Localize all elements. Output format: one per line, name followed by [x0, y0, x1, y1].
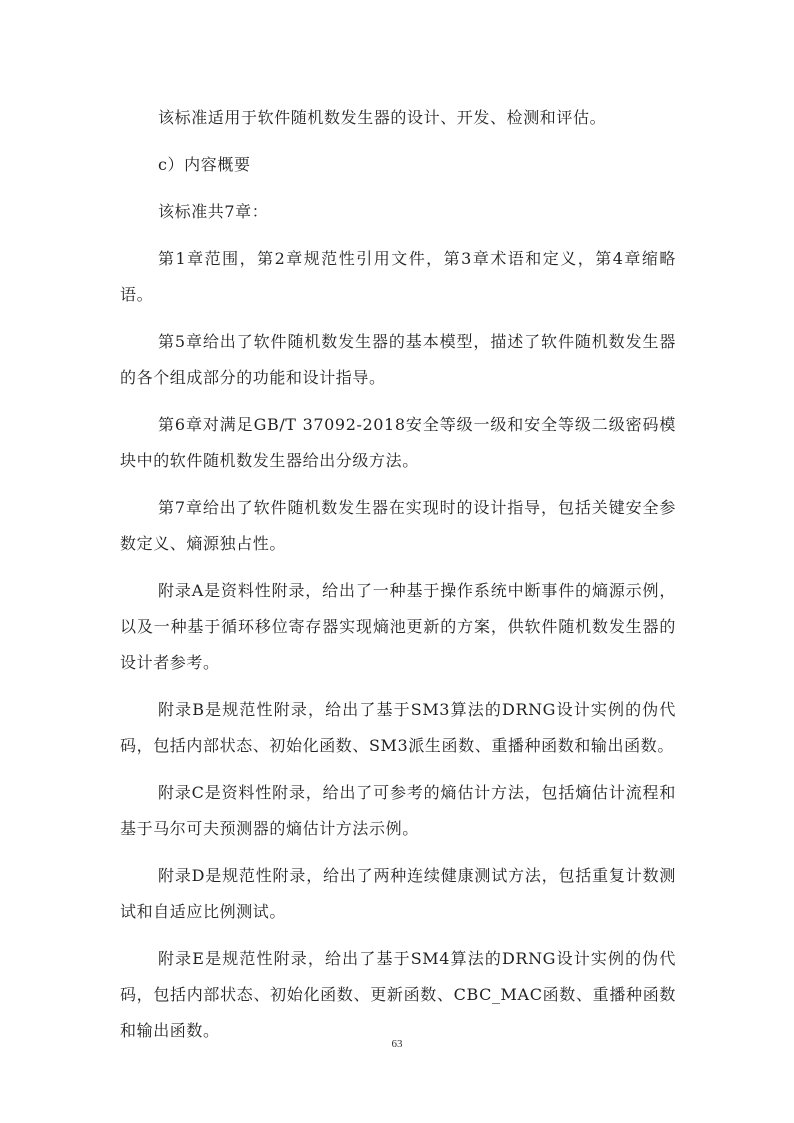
paragraph-appendix-b: 附录B是规范性附录，给出了基于SM3算法的DRNG设计实例的伪代码，包括内部状态、初始化函数、SM3派生函数、重播种函数和输出函数。	[120, 700, 676, 755]
paragraph-scope: 该标准适用于软件随机数发生器的设计、开发、检测和评估。	[158, 108, 607, 127]
paragraph-appendix-a: 附录A是资料性附录，给出了一种基于操作系统中断事件的熵源示例，以及一种基于循环移位寄存器实现熵池更新的方案，供软件随机数发生器的设计者参考。	[120, 581, 676, 672]
paragraph-chapter-6: 第6章对满足GB/T 37092-2018安全等级一级和安全等级二级密码模块中的软件随机数发生器给出分级方法。	[120, 415, 676, 470]
page-number: 63	[391, 1038, 403, 1050]
paragraph-chapter-7: 第7章给出了软件随机数发生器在实现时的设计指导，包括关键安全参数定义、熵源独占性。	[120, 498, 676, 553]
paragraph-appendix-c: 附录C是资料性附录，给出了可参考的熵估计方法，包括熵估计流程和基于马尔可夫预测器的熵估计方法示例。	[120, 783, 676, 838]
body-text	[120, 100, 676, 1060]
paragraph-appendix-e: 附录E是规范性附录，给出了基于SM4算法的DRNG设计实例的伪代码，包括内部状态、初始化函数、更新函数、CBC_MAC函数、重播种函数和输出函数。	[120, 949, 676, 1040]
paragraph-appendix-d: 附录D是规范性附录，给出了两种连续健康测试方法，包括重复计数测试和自适应比例测试。	[120, 866, 676, 921]
section-heading-content-summary: c）内容概要	[158, 155, 251, 174]
paragraph-chapter-5: 第5章给出了软件随机数发生器的基本模型，描述了软件随机数发生器的各个组成部分的功能和设计指导。	[120, 332, 676, 387]
paragraph-chapter-count: 该标准共7章：	[158, 202, 269, 221]
paragraph-chapters-1-4: 第1章范围，第2章规范性引用文件，第3章术语和定义，第4章缩略语。	[120, 249, 676, 304]
